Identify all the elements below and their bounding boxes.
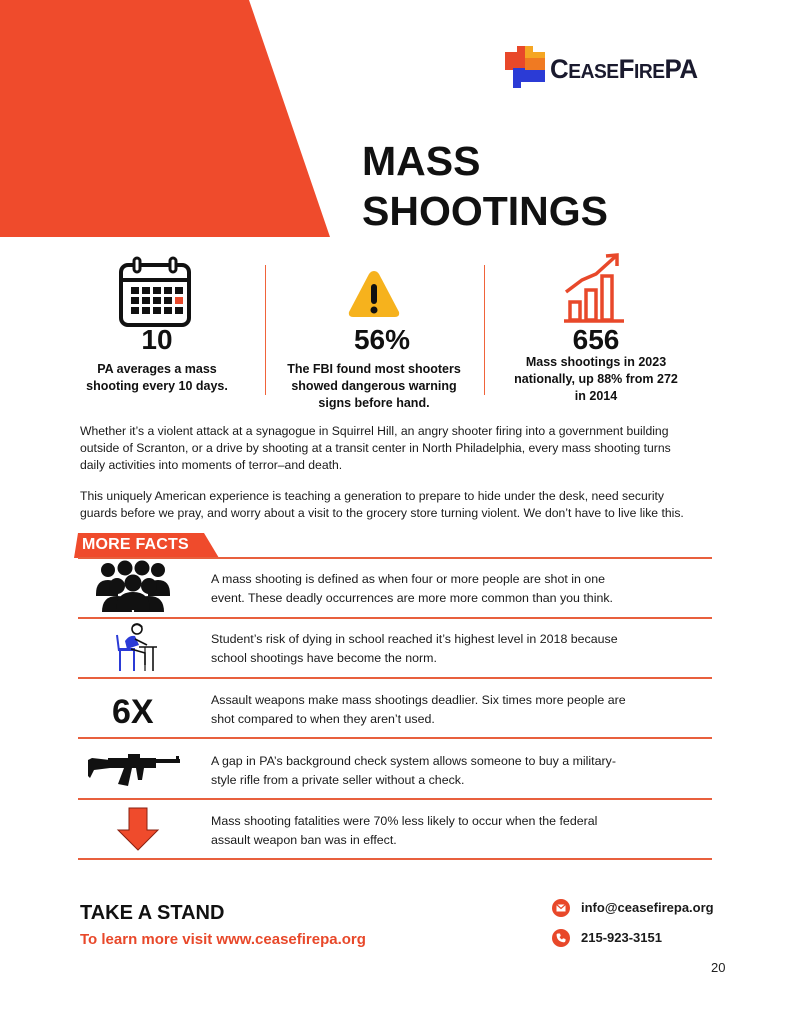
divider-line [78, 617, 712, 619]
calendar-icon [118, 256, 192, 328]
header-red-shape [0, 0, 330, 237]
stat-description-fbi: The FBI found most shooters showed dangerous warning signs before hand. [287, 362, 461, 410]
rifle-icon [88, 748, 186, 788]
crowd-icon [96, 560, 170, 612]
email-icon [552, 899, 570, 917]
stat-divider [484, 265, 485, 395]
stat-number-days: 10 [141, 324, 173, 355]
page-number: 20 [711, 960, 726, 975]
take-a-stand-heading: TAKE A STAND [80, 902, 225, 924]
divider-line [78, 858, 712, 860]
rising-chart-icon [562, 250, 628, 324]
stat-description-2023: Mass shootings in 2023 nationally, up 88% from 272 in 2014 [514, 355, 678, 403]
stat-number-fbi: 56% [353, 324, 411, 355]
second-paragraph: This uniquely American experience is teaching a generation to prepare to hide under the desk, need security guards before we pray, and worry about a visit to the grocery store turning violent. We don’t have to live like this. [80, 489, 684, 520]
six-x-label: 6X [112, 693, 154, 731]
divider-line [78, 557, 712, 559]
divider-line [78, 798, 712, 800]
email-link[interactable]: info@ceasefirepa.org [581, 900, 714, 915]
ceasefire-logo-icon [503, 46, 547, 88]
divider-line [78, 737, 712, 739]
phone-icon [552, 929, 570, 947]
page-title: MASS SHOOTINGS [362, 138, 609, 234]
down-arrow-icon [116, 806, 160, 852]
phone-number[interactable]: 215-923-3151 [581, 930, 662, 945]
stat-description-days: PA averages a mass shooting every 10 days. [86, 362, 228, 393]
fact-text: A mass shooting is defined as when four or more people are shot in one event. These deadly occurrences are more more common than you think. [211, 572, 613, 605]
stat-number-2023: 656 [572, 324, 620, 355]
learn-more-link[interactable]: To learn more visit www.ceasefirepa.org [80, 931, 366, 948]
brand-name: CEASEFIREPA [550, 54, 698, 84]
fact-text: Student’s risk of dying in school reached it’s highest level in 2018 because school shootings have become the norm. [211, 632, 618, 665]
divider-line [78, 677, 712, 679]
fact-text: A gap in PA’s background check system allows someone to buy a military- style rifle from a private seller without a check. [211, 754, 616, 787]
warning-icon [347, 268, 401, 320]
fact-text: Assault weapons make mass shootings deadlier. Six times more people are shot compared to when they aren’t used. [211, 693, 626, 726]
fact-text: Mass shooting fatalities were 70% less likely to occur when the federal assault weapon ban was in effect. [211, 814, 598, 847]
more-facts-heading: MORE FACTS [82, 536, 189, 553]
intro-paragraph: Whether it’s a violent attack at a synagogue in Squirrel Hill, an angry shooter firing into a government building outside of Scranton, or a drive by shooting at a transit center in North Philadelphia, every mass shooting turns daily activities into moments of terror–and death. [80, 424, 671, 472]
student-desk-icon [115, 621, 159, 673]
